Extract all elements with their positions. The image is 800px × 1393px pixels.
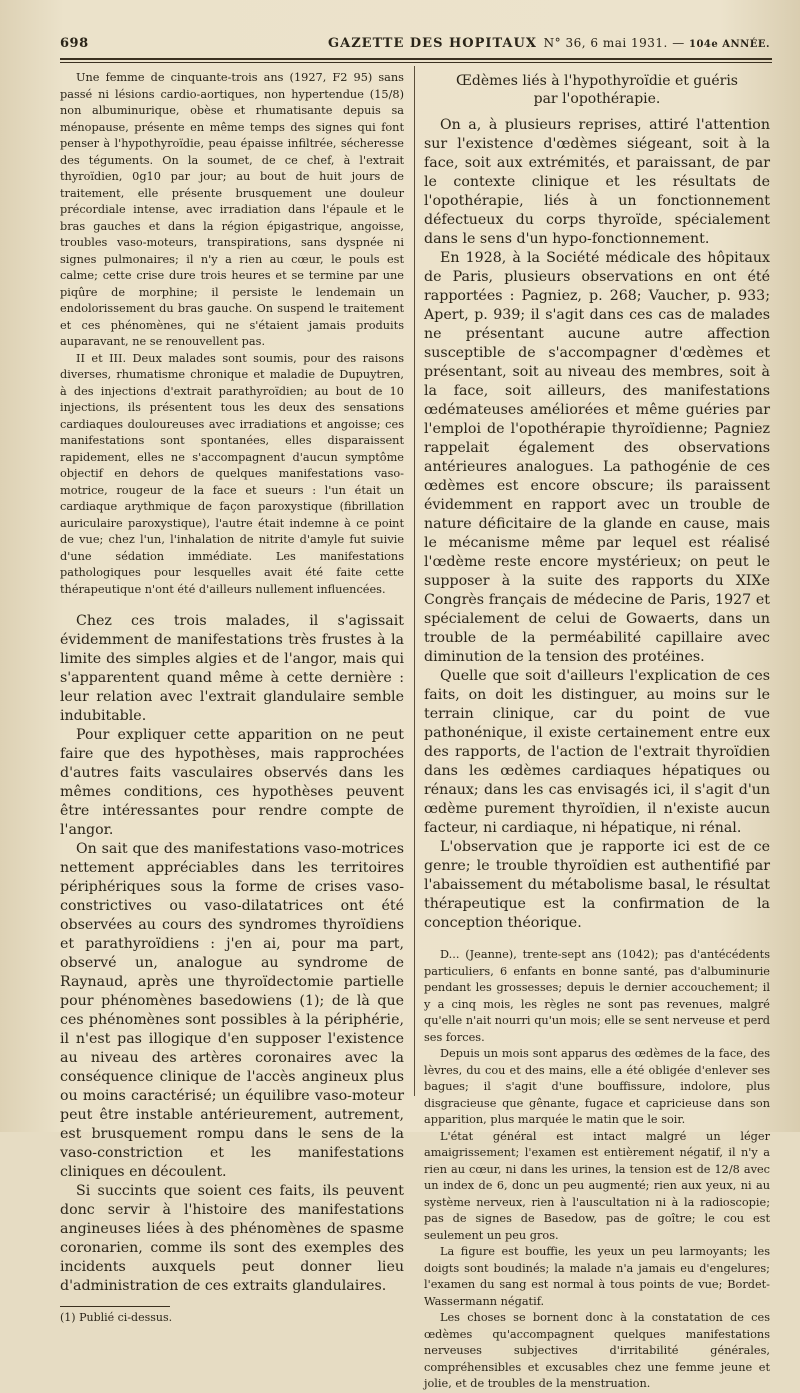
case-paragraph: L'état général est intact malgré un léger amaigrissement; l'examen est entièrement négatif, il n'y a rien au cœur, ni dans les urines, la tension est de 12/8 avec un index de 6, donc un peu augmenté; rien aux yeux, ni au système nerveux, rien à l'auscultation ni à la radioscopie; pas de signes de Basedow, pas de goître; le cou est seulement un peu gros. [424, 1129, 770, 1242]
case-paragraph: Depuis un mois sont apparus des œdèmes de la face, des lèvres, du cou et des mains, elle a été obligée d'enlever ses bagues; il s'agit d'une bouffissure, indolore, plus disgracieuse que gênante, fugace et capricieuse dans son apparition, plus marquée le matin que le soir. [424, 1047, 770, 1126]
column-divider [414, 66, 415, 1096]
case-report-right [424, 947, 770, 1393]
footnote-rule [60, 1306, 170, 1307]
right-column [424, 70, 770, 1393]
case-paragraph: Les choses se bornent donc à la constatation de ces œdèmes qu'accompagnent quelques manifestations nerveuses subjectives d'irritabilité générales, compréhensibles et excusables chez une femme jeune et jolie, et de troubles de la menstruation. [424, 1311, 770, 1390]
header-rule [60, 58, 772, 60]
issue-date: N° 36, 6 mai 1931. — [543, 36, 685, 50]
case-paragraph: Une femme de cinquante-trois ans (1927, F2 95) sans passé ni lésions cardio-aortiques, non hypertendue (15/8) non albuminurique, obèse et rhumatisante depuis sa ménopause, présente en même temps des signes qui font penser à l'hypothyroïdie, peau épaisse infiltrée, sécheresse des téguments. On la soumet, de ce chef, à l'extrait thyroïdien, 0g10 par jour; au bout de huit jours de traitement, elle présente brusquement une douleur précordiale intense, avec irradiation dans l'épaule et le bras gauches et dans la région épigastrique, angoisse, troubles vaso-moteurs, transpirations, sans dyspnée ni signes pulmonaires; il n'y a rien au cœur, le pouls est calme; cette crise dure trois heures et se termine par une piqûre de morphine; il persiste le lendemain un endolorissement du bras gauche. On suspend le traitement et ces phénomènes, qui ne s'étaient jamais produits auparavant, ne se renouvellent pas. [60, 71, 404, 348]
section-body [424, 116, 770, 933]
header-rule-thin [60, 62, 772, 63]
page-number: 698 [60, 36, 89, 51]
issue-info [544, 36, 770, 50]
case-paragraph: La figure est bouffie, les yeux un peu larmoyants; les doigts sont boudinés; la malade n'a jamais eu d'engelures; l'examen du sang est normal à tous points de vue; Bordet-Wassermann négatif. [424, 1245, 770, 1308]
year-label: 104e ANNÉE. [689, 39, 770, 50]
section-title [424, 72, 770, 108]
case-reports-left [60, 70, 404, 598]
section-title-line: Œdèmes liés à l'hypothyroïdie et guéris [456, 73, 738, 89]
journal-title: GAZETTE DES HOPITAUX [328, 36, 537, 51]
discussion [60, 612, 404, 1296]
discussion-paragraph: Chez ces trois malades, il s'agissait évidemment de manifestations très frustes à la limite des simples algies et de l'angor, mais qui s'apparentent quand même à cette dernière : leur relation avec l'extrait glandulaire semble indubitable. [60, 613, 404, 724]
discussion-paragraph: Pour expliquer cette apparition on ne peut faire que des hypothèses, mais rapprochées d'autres faits vasculaires observés dans les mêmes conditions, ces hypothèses peuvent être intéressantes pour rendre compte de l'angor. [60, 727, 404, 838]
page-header [60, 36, 770, 60]
footnote: (1) Publié ci-dessus. [60, 1311, 173, 1324]
body-paragraph: Quelle que soit d'ailleurs l'explication de ces faits, on doit les distinguer, au moins sur le terrain clinique, car du point de vue pathonénique, il existe certainement entre eux des rapports, de l'action de l'extrait thyroïdien dans les œdèmes cardiaques hépatiques ou rénaux; dans les cas envisagés ici, il s'agit d'un œdème purement thyroïdien, il n'existe aucun facteur, ni cardiaque, ni hépatique, ni rénal. [424, 668, 770, 836]
case-paragraph: II et III. Deux malades sont soumis, pour des raisons diverses, rhumatisme chronique et maladie de Dupuytren, à des injections d'extrait parathyroïdien; au bout de 10 injections, ils présentent tous les deux des sensations cardiaques douloureuses avec irradiations et angoisse; ces manifestations sont spontanées, elles disparaissent rapidement, elles ne s'accompagnent d'aucun symptôme objectif en dehors de quelques manifestations vaso-motrice, rougeur de la face et sueurs : l'un était un cardiaque arythmique de façon paroxystique (fibrillation auriculaire paroxystique), l'autre était indemne à ce point de vue; chez l'un, l'inhalation de nitrite d'amyle fut suivie d'une sédation immédiate. Les manifestations pathologiques pour lesquelles avait été faite cette thérapeutique n'ont été d'ailleurs nullement influencées. [60, 351, 404, 596]
case-paragraph: D... (Jeanne), trente-sept ans (1042); pas d'antécédents particuliers, 6 enfants en bonne santé, pas d'albuminurie pendant les grossesses; depuis le dernier accouchement; il y a cinq mois, les règles ne sont pas revenues, malgré qu'elle n'ait nourri qu'un mois; elle se sent nerveuse et perd ses forces. [424, 948, 770, 1044]
left-column [60, 70, 404, 1325]
body-paragraph: L'observation que je rapporte ici est de ce genre; le trouble thyroïdien est authentifié par l'abaissement du métabolisme basal, le résultat thérapeutique est la confirmation de la conception théorique. [424, 839, 770, 931]
discussion-paragraph: Si succints que soient ces faits, ils peuvent donc servir à l'histoire des manifestations angineuses liées à des phénomènes de spasme coronarien, comme ils sont des exemples des incidents auxquels peut donner lieu d'administration de ces extraits glandulaires. [60, 1183, 404, 1294]
section-title-line: par l'opothérapie. [533, 91, 661, 107]
body-paragraph: En 1928, à la Société médicale des hôpitaux de Paris, plusieurs observations en ont été rapportées : Pagniez, p. 268; Vaucher, p. 933; Apert, p. 939; il s'agit dans ces cas de malades ne présentant aucune autre affection susceptible de s'accompagner d'œdèmes et présentant, soit au niveau des membres, soit à la face, soit ailleurs, des manifestations œdémateuses améliorées et même guéries par l'emploi de l'opothérapie thyroïdienne; Pagniez rappelait également des observations antérieures analogues. La pathogénie de ces œdèmes est encore obscure; ils paraissent évidemment en rapport avec un trouble de nature déficitaire de la glande en cause, mais le mécanisme même par lequel est réalisé l'œdème reste encore mystérieux; on peut le supposer à la suite des rapports du XIXe Congrès français de médecine de Paris, 1927 et spécialement de celui de Gowaerts, dans un trouble de la perméabilité capillaire avec diminution de la tension des protéines. [424, 250, 770, 665]
body-paragraph: On a, à plusieurs reprises, attiré l'attention sur l'existence d'œdèmes siégeant, soit à la face, soit aux extrémités, et paraissant, de par le contexte clinique et les résultats de l'opothérapie, liés à un fonctionnement défectueux du corps thyroïde, spécialement dans le sens d'un hypo-fonctionnement. [424, 117, 770, 247]
discussion-paragraph: On sait que des manifestations vaso-motrices nettement appréciables dans les territoires périphériques sous la forme de crises vaso-constrictives ou vaso-dilatatrices ont été observées au cours des syndromes thyroïdiens et parathyroïdiens : j'en ai, pour ma part, observé un, analogue au syndrome de Raynaud, après une thyroïdectomie partielle pour phénomènes basedowiens (1); de là que ces phénomènes sont possibles à la périphérie, il n'est pas illogique d'en supposer l'existence au niveau des artères coronaires avec la conséquence clinique de l'accès angineux plus ou moins caractérisé; un équilibre vaso-moteur peut être instable antérieurement, autrement, est brusquement rompu dans le sens de la vaso-constriction et les manifestations cliniques en découlent. [60, 841, 404, 1180]
